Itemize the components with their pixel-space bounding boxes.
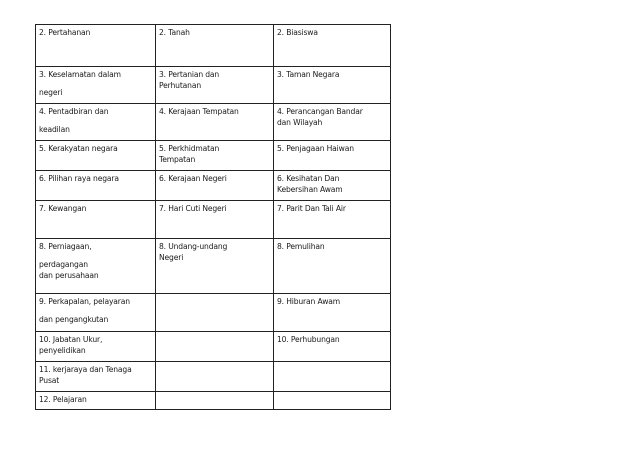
table-cell: 3. Taman Negara	[274, 67, 391, 104]
table-row	[36, 25, 391, 67]
table-cell: 2. Biasiswa	[274, 25, 391, 67]
table-cell	[156, 332, 274, 362]
table-cell: 8. Undang-undang Negeri	[156, 239, 274, 294]
table-cell: 10. Perhubungan	[274, 332, 391, 362]
jurisdiction-table	[35, 24, 391, 410]
table-cell: 3. Keselamatan dalam negeri	[36, 67, 156, 104]
table-row	[36, 171, 391, 201]
table-cell: 8. Pemulihan	[274, 239, 391, 294]
table-cell: 5. Penjagaan Haiwan	[274, 141, 391, 171]
table-row	[36, 294, 391, 332]
table-cell: 9. Perkapalan, pelayaran dan pengangkutan	[36, 294, 156, 332]
table-cell: 10. Jabatan Ukur, penyelidikan	[36, 332, 156, 362]
table-cell: 6. Kerajaan Negeri	[156, 171, 274, 201]
table-cell: 5. Kerakyatan negara	[36, 141, 156, 171]
table-row	[36, 239, 391, 294]
table-row	[36, 67, 391, 104]
table-cell: 7. Parit Dan Tali Air	[274, 201, 391, 239]
table-cell: 11. kerjaraya dan Tenaga Pusat	[36, 362, 156, 392]
table-cell: 4. Kerajaan Tempatan	[156, 104, 274, 141]
table-cell	[156, 294, 274, 332]
table-cell: 2. Tanah	[156, 25, 274, 67]
table-cell: 2. Pertahanan	[36, 25, 156, 67]
table-cell: 6. Kesihatan Dan Kebersihan Awam	[274, 171, 391, 201]
table-cell	[156, 392, 274, 410]
table-cell: 7. Hari Cuti Negeri	[156, 201, 274, 239]
table-cell	[274, 362, 391, 392]
table-cell: 9. Hiburan Awam	[274, 294, 391, 332]
table-cell: 3. Pertanian dan Perhutanan	[156, 67, 274, 104]
table-row	[36, 104, 391, 141]
table-cell	[156, 362, 274, 392]
table-cell: 12. Pelajaran	[36, 392, 156, 410]
table-cell: 4. Pentadbiran dan keadilan	[36, 104, 156, 141]
table-cell: 5. Perkhidmatan Tempatan	[156, 141, 274, 171]
table-row	[36, 332, 391, 362]
table-cell: 4. Perancangan Bandar dan Wilayah	[274, 104, 391, 141]
table-cell: 8. Perniagaan, perdagangan dan perusahaan	[36, 239, 156, 294]
table-row	[36, 392, 391, 410]
table-cell: 7. Kewangan	[36, 201, 156, 239]
table-cell	[274, 392, 391, 410]
table-row	[36, 141, 391, 171]
table-row	[36, 362, 391, 392]
table-cell: 6. Pilihan raya negara	[36, 171, 156, 201]
table-row	[36, 201, 391, 239]
